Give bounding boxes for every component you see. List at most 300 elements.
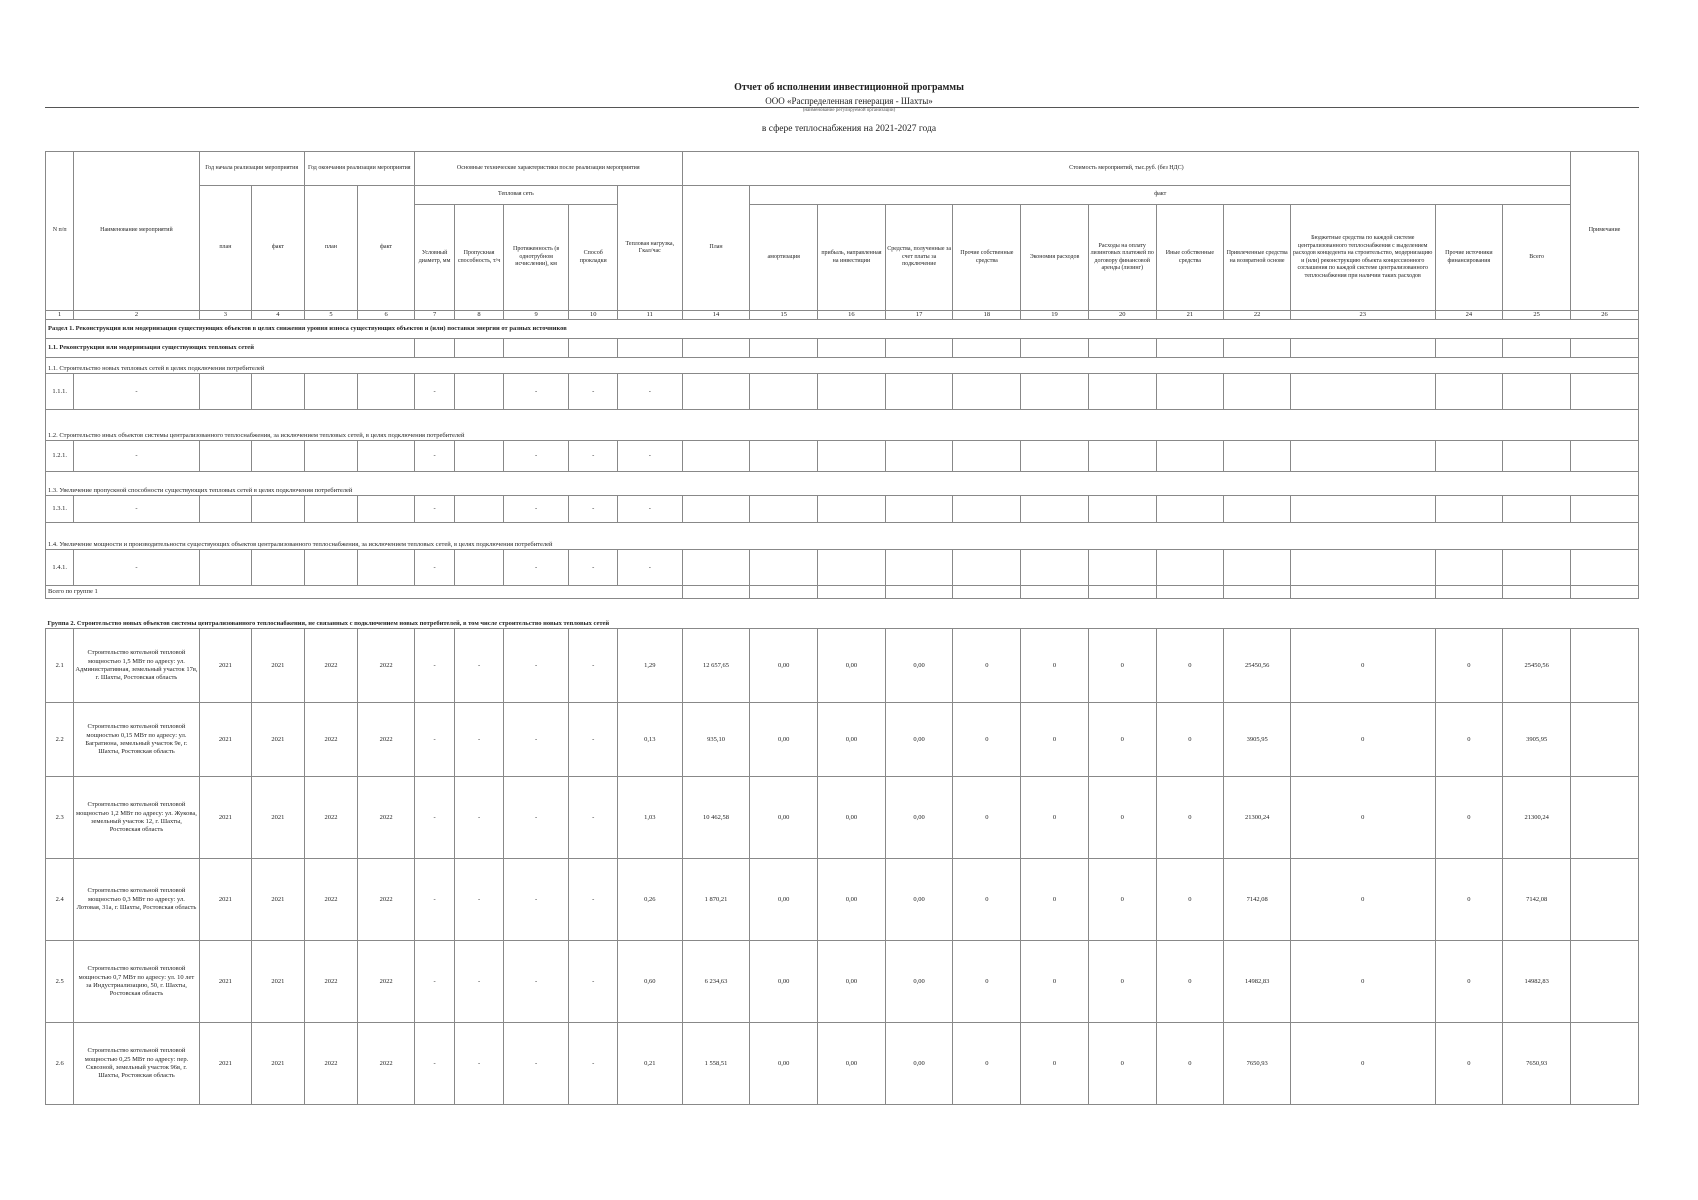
column-number: 23 — [1290, 311, 1435, 320]
row-name: - — [74, 374, 199, 410]
empty-cell — [750, 441, 818, 472]
borrowed-cell: 3905,95 — [1224, 703, 1291, 777]
length-cell: - — [503, 374, 569, 410]
column-number: 15 — [750, 311, 818, 320]
empty-cell — [750, 550, 818, 586]
group-2-title: Группа 2. Строительство новых объектов системы централизованного теплоснабжения, не связанных с подключением новых потребителей, в том числе строительство новых тепловых сетей — [46, 599, 1639, 629]
empty-cell — [818, 586, 886, 599]
empty-cell — [818, 550, 886, 586]
empty-cell — [682, 441, 750, 472]
profit-cell: 0,00 — [818, 859, 886, 941]
savings-cell: 0 — [1021, 941, 1089, 1023]
column-number: 7 — [414, 311, 454, 320]
column-number: 4 — [252, 311, 305, 320]
laying-cell: - — [569, 374, 618, 410]
column-number: 9 — [503, 311, 569, 320]
empty-cell — [199, 441, 252, 472]
empty-cell — [455, 374, 504, 410]
column-number: 1 — [46, 311, 74, 320]
empty-cell — [1503, 339, 1571, 358]
borrowed-cell: 14982,83 — [1224, 941, 1291, 1023]
empty-cell — [750, 374, 818, 410]
empty-cell — [818, 339, 886, 358]
length-cell: - — [503, 703, 569, 777]
header-other-sources: Прочие источники финансирования — [1435, 205, 1503, 311]
start-fact-cell: 2021 — [252, 777, 305, 859]
end-fact-cell: 2022 — [358, 629, 415, 703]
header-start-year: Год начала реализации мероприятия — [199, 152, 304, 186]
empty-cell — [1224, 441, 1291, 472]
header-borrowed: Привлеченные средства на возвратной основе — [1224, 205, 1291, 311]
leasing-cell: 0 — [1088, 777, 1156, 859]
diameter-cell: - — [414, 629, 454, 703]
start-plan-cell: 2021 — [199, 859, 252, 941]
other-sources-cell: 0 — [1435, 859, 1503, 941]
amortization-cell: 0,00 — [750, 941, 818, 1023]
header-leasing: Расходы на оплату лизинговых платежей по договору финансовой аренды (лизинг) — [1088, 205, 1156, 311]
heat-load-cell: 0,21 — [617, 1023, 682, 1105]
column-number: 2 — [74, 311, 199, 320]
row-number: 2.3 — [46, 777, 74, 859]
document-subtitle: в сфере теплоснабжения на 2021-2027 года — [761, 124, 937, 134]
header-own-funds: Прочие собственные средства — [953, 205, 1021, 311]
empty-cell — [885, 441, 953, 472]
group-title-row — [46, 599, 1639, 629]
heat-load-cell: 0,13 — [617, 703, 682, 777]
header-cost-fact: факт — [750, 186, 1571, 205]
start-fact-cell: 2021 — [252, 941, 305, 1023]
budget-cell: 0 — [1290, 1023, 1435, 1105]
empty-cell — [455, 339, 504, 358]
subgroup-title-row — [46, 358, 1639, 374]
empty-cell — [1290, 339, 1435, 358]
empty-cell — [818, 441, 886, 472]
row-number: 2.2 — [46, 703, 74, 777]
subgroup-title: 1.1. Строительство новых тепловых сетей в целях подключения потребителей — [46, 358, 1639, 374]
empty-cell — [1503, 496, 1571, 523]
capacity-cell: - — [455, 1023, 504, 1105]
column-number: 8 — [455, 311, 504, 320]
header-amortization: амортизация — [750, 205, 818, 311]
borrowed-cell: 21300,24 — [1224, 777, 1291, 859]
budget-cell: 0 — [1290, 629, 1435, 703]
end-fact-cell: 2022 — [358, 703, 415, 777]
column-number: 18 — [953, 311, 1021, 320]
end-plan-cell: 2022 — [304, 1023, 358, 1105]
budget-cell: 0 — [1290, 703, 1435, 777]
column-number: 21 — [1156, 311, 1224, 320]
plan-cost-cell: 12 657,65 — [682, 629, 750, 703]
column-number: 25 — [1503, 311, 1571, 320]
total-cell: 14982,83 — [1503, 941, 1571, 1023]
header-cost: Стоимость мероприятий, тыс.руб. (без НДС) — [682, 152, 1570, 186]
empty-cell — [1021, 550, 1089, 586]
row-name: Строительство котельной тепловой мощностью 0,7 МВт по адресу: ул. 10 лет за Индустриализацию, 50, г. Шахты, Ростовская область — [74, 941, 199, 1023]
own-funds-cell: 0 — [953, 941, 1021, 1023]
organization-name: ООО «Распределенная генерация - Шахты» — [765, 96, 933, 106]
empty-cell — [818, 496, 886, 523]
laying-cell: - — [569, 496, 618, 523]
plan-cost-cell: 1 558,51 — [682, 1023, 750, 1105]
leasing-cell: 0 — [1088, 703, 1156, 777]
start-fact-cell: 2021 — [252, 1023, 305, 1105]
subgroup-data-row — [46, 496, 1639, 523]
empty-cell — [358, 374, 415, 410]
empty-cell — [1088, 339, 1156, 358]
empty-cell — [199, 374, 252, 410]
row-number: 1.2.1. — [46, 441, 74, 472]
table-row — [46, 1023, 1639, 1105]
empty-cell — [1290, 441, 1435, 472]
end-fact-cell: 2022 — [358, 941, 415, 1023]
row-number: 1.4.1. — [46, 550, 74, 586]
budget-cell: 0 — [1290, 777, 1435, 859]
start-fact-cell: 2021 — [252, 629, 305, 703]
savings-cell: 0 — [1021, 703, 1089, 777]
connection-fee-cell: 0,00 — [885, 941, 953, 1023]
row-name: Строительство котельной тепловой мощностью 1,5 МВт по адресу: ул. Административная, земельный участок 17в, г. Шахты, Ростовская область — [74, 629, 199, 703]
empty-cell — [414, 339, 454, 358]
empty-cell — [358, 441, 415, 472]
capacity-cell: - — [455, 703, 504, 777]
header-npp: N п/п — [46, 152, 74, 311]
note-cell — [1571, 1023, 1639, 1105]
empty-cell — [1021, 374, 1089, 410]
capacity-cell: - — [455, 629, 504, 703]
investment-report-table — [45, 151, 1639, 1105]
empty-cell — [1156, 496, 1224, 523]
header-total: Всего — [1503, 205, 1571, 311]
row-number: 2.5 — [46, 941, 74, 1023]
empty-cell — [953, 550, 1021, 586]
laying-cell: - — [569, 777, 618, 859]
other-own-cell: 0 — [1156, 777, 1224, 859]
header-heat-load: Тепловая нагрузка, Гкал/час — [617, 186, 682, 311]
heat-load-cell: - — [617, 374, 682, 410]
start-fact-cell: 2021 — [252, 859, 305, 941]
row-number: 1.1.1. — [46, 374, 74, 410]
start-plan-cell: 2021 — [199, 941, 252, 1023]
empty-cell — [1503, 441, 1571, 472]
profit-cell: 0,00 — [818, 1023, 886, 1105]
savings-cell: 0 — [1021, 859, 1089, 941]
plan-cost-cell: 10 462,58 — [682, 777, 750, 859]
laying-cell: - — [569, 550, 618, 586]
table-row — [46, 941, 1639, 1023]
empty-cell — [1224, 550, 1291, 586]
empty-cell — [617, 339, 682, 358]
end-fact-cell: 2022 — [358, 777, 415, 859]
length-cell: - — [503, 777, 569, 859]
laying-cell: - — [569, 941, 618, 1023]
end-fact-cell: 2022 — [358, 1023, 415, 1105]
empty-cell — [304, 441, 358, 472]
header-diameter: Условный диаметр, мм — [414, 205, 454, 311]
header-end-plan: план — [304, 186, 358, 311]
header-cost-plan: План — [682, 186, 750, 311]
amortization-cell: 0,00 — [750, 703, 818, 777]
diameter-cell: - — [414, 496, 454, 523]
heat-load-cell: - — [617, 496, 682, 523]
laying-cell: - — [569, 629, 618, 703]
empty-cell — [885, 339, 953, 358]
empty-cell — [1088, 441, 1156, 472]
empty-cell — [358, 550, 415, 586]
note-cell — [1571, 629, 1639, 703]
own-funds-cell: 0 — [953, 1023, 1021, 1105]
total-cell: 7650,93 — [1503, 1023, 1571, 1105]
empty-cell — [1156, 339, 1224, 358]
laying-cell: - — [569, 441, 618, 472]
table-row — [46, 859, 1639, 941]
total-cell: 21300,24 — [1503, 777, 1571, 859]
empty-cell — [885, 586, 953, 599]
header-budget: Бюджетные средства по каждой системе централизованного теплоснабжения с выделением расходов концедента на строительство, модернизацию и (или) реконструкцию объекта концессионного соглашения по каждой системе централизованного теплоснабжения при наличии таких расходов — [1290, 205, 1435, 311]
header-name: Наименование мероприятий — [74, 152, 199, 311]
subgroup-data-row — [46, 441, 1639, 472]
diameter-cell: - — [414, 374, 454, 410]
laying-cell: - — [569, 859, 618, 941]
other-sources-cell: 0 — [1435, 777, 1503, 859]
subgroup-title-row — [46, 410, 1639, 441]
total-cell: 3905,95 — [1503, 703, 1571, 777]
empty-cell — [1021, 441, 1089, 472]
empty-cell — [1088, 586, 1156, 599]
header-network: Тепловая сеть — [414, 186, 617, 205]
empty-cell — [1571, 374, 1639, 410]
own-funds-cell: 0 — [953, 703, 1021, 777]
empty-cell — [1021, 586, 1089, 599]
empty-cell — [1571, 496, 1639, 523]
subgroup-title-row — [46, 472, 1639, 496]
empty-cell — [682, 586, 750, 599]
empty-cell — [750, 586, 818, 599]
table-row — [46, 777, 1639, 859]
profit-cell: 0,00 — [818, 703, 886, 777]
heat-load-cell: - — [617, 441, 682, 472]
empty-cell — [953, 586, 1021, 599]
group-1-total-label: Всего по группе 1 — [46, 586, 683, 599]
empty-cell — [750, 339, 818, 358]
empty-cell — [1156, 374, 1224, 410]
empty-cell — [199, 496, 252, 523]
start-fact-cell: 2021 — [252, 703, 305, 777]
header-savings: Экономия расходов — [1021, 205, 1089, 311]
empty-cell — [1290, 374, 1435, 410]
empty-cell — [885, 496, 953, 523]
row-name: Строительство котельной тепловой мощностью 0,15 МВт по адресу: ул. Багратиона, земельный участок 9е, г. Шахты, Ростовская область — [74, 703, 199, 777]
empty-cell — [304, 496, 358, 523]
empty-cell — [1290, 586, 1435, 599]
empty-cell — [252, 374, 305, 410]
empty-cell — [1435, 496, 1503, 523]
column-number: 11 — [617, 311, 682, 320]
header-tech: Основные технические характеристики после реализации мероприятия — [414, 152, 682, 186]
other-sources-cell: 0 — [1435, 941, 1503, 1023]
column-number: 3 — [199, 311, 252, 320]
length-cell: - — [503, 859, 569, 941]
empty-cell — [1435, 586, 1503, 599]
empty-cell — [1224, 496, 1291, 523]
length-cell: - — [503, 1023, 569, 1105]
subsection-row — [46, 339, 1639, 358]
capacity-cell: - — [455, 941, 504, 1023]
connection-fee-cell: 0,00 — [885, 859, 953, 941]
header-end-year: Год окончания реализации мероприятия — [304, 152, 414, 186]
column-number: 17 — [885, 311, 953, 320]
empty-cell — [750, 496, 818, 523]
end-fact-cell: 2022 — [358, 859, 415, 941]
heat-load-cell: - — [617, 550, 682, 586]
leasing-cell: 0 — [1088, 629, 1156, 703]
document-title: Отчет об исполнении инвестиционной программы — [734, 82, 964, 93]
other-own-cell: 0 — [1156, 859, 1224, 941]
header-connection-fee: Средства, полученные за счет платы за подключение — [885, 205, 953, 311]
subgroup-title: 1.2. Строительство иных объектов системы централизованного теплоснабжения, за исключением тепловых сетей, в целях подключения потребителей — [46, 410, 1639, 441]
leasing-cell: 0 — [1088, 1023, 1156, 1105]
row-name: Строительство котельной тепловой мощностью 0,3 МВт по адресу: ул. Лотовая, 31а, г. Шахты, Ростовская область — [74, 859, 199, 941]
header-note: Примечание — [1571, 152, 1639, 311]
column-number: 24 — [1435, 311, 1503, 320]
plan-cost-cell: 935,10 — [682, 703, 750, 777]
header-other-own: Иные собственные средства — [1156, 205, 1224, 311]
end-plan-cell: 2022 — [304, 629, 358, 703]
capacity-cell: - — [455, 777, 504, 859]
subgroup-title: 1.4. Увеличение мощности и производительности существующих объектов централизованного теплоснабжения, за исключением тепловых сетей, в целях подключения потребителей — [46, 523, 1639, 550]
header-start-plan: план — [199, 186, 252, 311]
other-sources-cell: 0 — [1435, 629, 1503, 703]
budget-cell: 0 — [1290, 941, 1435, 1023]
empty-cell — [199, 550, 252, 586]
end-plan-cell: 2022 — [304, 941, 358, 1023]
empty-cell — [1290, 496, 1435, 523]
subsection-1-1-title: 1.1. Реконструкция или модернизация существующих тепловых сетей — [46, 339, 415, 358]
organization-caption: (наименование регулируемой организации) — [802, 108, 896, 113]
empty-cell — [1503, 550, 1571, 586]
borrowed-cell: 25450,56 — [1224, 629, 1291, 703]
profit-cell: 0,00 — [818, 941, 886, 1023]
heat-load-cell: 1,03 — [617, 777, 682, 859]
group-total-row — [46, 586, 1639, 599]
empty-cell — [1156, 441, 1224, 472]
own-funds-cell: 0 — [953, 629, 1021, 703]
connection-fee-cell: 0,00 — [885, 629, 953, 703]
empty-cell — [1156, 550, 1224, 586]
other-own-cell: 0 — [1156, 629, 1224, 703]
start-plan-cell: 2021 — [199, 629, 252, 703]
table-row — [46, 703, 1639, 777]
subgroup-data-row — [46, 374, 1639, 410]
column-number: 19 — [1021, 311, 1089, 320]
total-cell: 7142,08 — [1503, 859, 1571, 941]
heat-load-cell: 1,29 — [617, 629, 682, 703]
profit-cell: 0,00 — [818, 777, 886, 859]
empty-cell — [1224, 586, 1291, 599]
empty-cell — [1224, 339, 1291, 358]
empty-cell — [455, 441, 504, 472]
leasing-cell: 0 — [1088, 941, 1156, 1023]
diameter-cell: - — [414, 859, 454, 941]
empty-cell — [1503, 374, 1571, 410]
laying-cell: - — [569, 1023, 618, 1105]
column-number: 22 — [1224, 311, 1291, 320]
diameter-cell: - — [414, 550, 454, 586]
diameter-cell: - — [414, 941, 454, 1023]
empty-cell — [1088, 374, 1156, 410]
profit-cell: 0,00 — [818, 629, 886, 703]
plan-cost-cell: 6 234,63 — [682, 941, 750, 1023]
empty-cell — [1435, 339, 1503, 358]
column-numbers-row — [46, 311, 1639, 320]
amortization-cell: 0,00 — [750, 629, 818, 703]
column-number: 10 — [569, 311, 618, 320]
empty-cell — [953, 339, 1021, 358]
empty-cell — [1435, 550, 1503, 586]
other-sources-cell: 0 — [1435, 1023, 1503, 1105]
row-name: - — [74, 496, 199, 523]
empty-cell — [818, 374, 886, 410]
subgroup-data-row — [46, 550, 1639, 586]
end-plan-cell: 2022 — [304, 777, 358, 859]
other-sources-cell: 0 — [1435, 703, 1503, 777]
row-name: Строительство котельной тепловой мощностью 0,25 МВт по адресу: пер. Сквозной, земельный участок 96в, г. Шахты, Ростовская область — [74, 1023, 199, 1105]
section-row — [46, 320, 1639, 339]
plan-cost-cell: 1 870,21 — [682, 859, 750, 941]
empty-cell — [304, 374, 358, 410]
length-cell: - — [503, 496, 569, 523]
empty-cell — [503, 339, 569, 358]
column-number: 26 — [1571, 311, 1639, 320]
heat-load-cell: 0,60 — [617, 941, 682, 1023]
borrowed-cell: 7142,08 — [1224, 859, 1291, 941]
savings-cell: 0 — [1021, 629, 1089, 703]
length-cell: - — [503, 550, 569, 586]
amortization-cell: 0,00 — [750, 777, 818, 859]
empty-cell — [953, 496, 1021, 523]
row-name: - — [74, 441, 199, 472]
empty-cell — [1503, 586, 1571, 599]
row-number: 2.4 — [46, 859, 74, 941]
own-funds-cell: 0 — [953, 777, 1021, 859]
end-plan-cell: 2022 — [304, 859, 358, 941]
empty-cell — [1290, 550, 1435, 586]
empty-cell — [252, 441, 305, 472]
length-cell: - — [503, 629, 569, 703]
empty-cell — [885, 550, 953, 586]
table-row — [46, 629, 1639, 703]
empty-cell — [1021, 339, 1089, 358]
leasing-cell: 0 — [1088, 859, 1156, 941]
capacity-cell: - — [455, 859, 504, 941]
diameter-cell: - — [414, 703, 454, 777]
empty-cell — [1435, 441, 1503, 472]
note-cell — [1571, 703, 1639, 777]
empty-cell — [682, 496, 750, 523]
end-plan-cell: 2022 — [304, 703, 358, 777]
connection-fee-cell: 0,00 — [885, 1023, 953, 1105]
borrowed-cell: 7650,93 — [1224, 1023, 1291, 1105]
row-name: - — [74, 550, 199, 586]
header-profit: прибыль, направленная на инвестиции — [818, 205, 886, 311]
note-cell — [1571, 777, 1639, 859]
amortization-cell: 0,00 — [750, 1023, 818, 1105]
connection-fee-cell: 0,00 — [885, 777, 953, 859]
start-plan-cell: 2021 — [199, 703, 252, 777]
section-1-title: Раздел 1. Реконструкция или модернизация существующих объектов в целях снижения уровня износа существующих объектов и (или) поставки энергии от разных источников — [46, 320, 1639, 339]
subgroup-title-row — [46, 523, 1639, 550]
column-number: 14 — [682, 311, 750, 320]
empty-cell — [358, 496, 415, 523]
